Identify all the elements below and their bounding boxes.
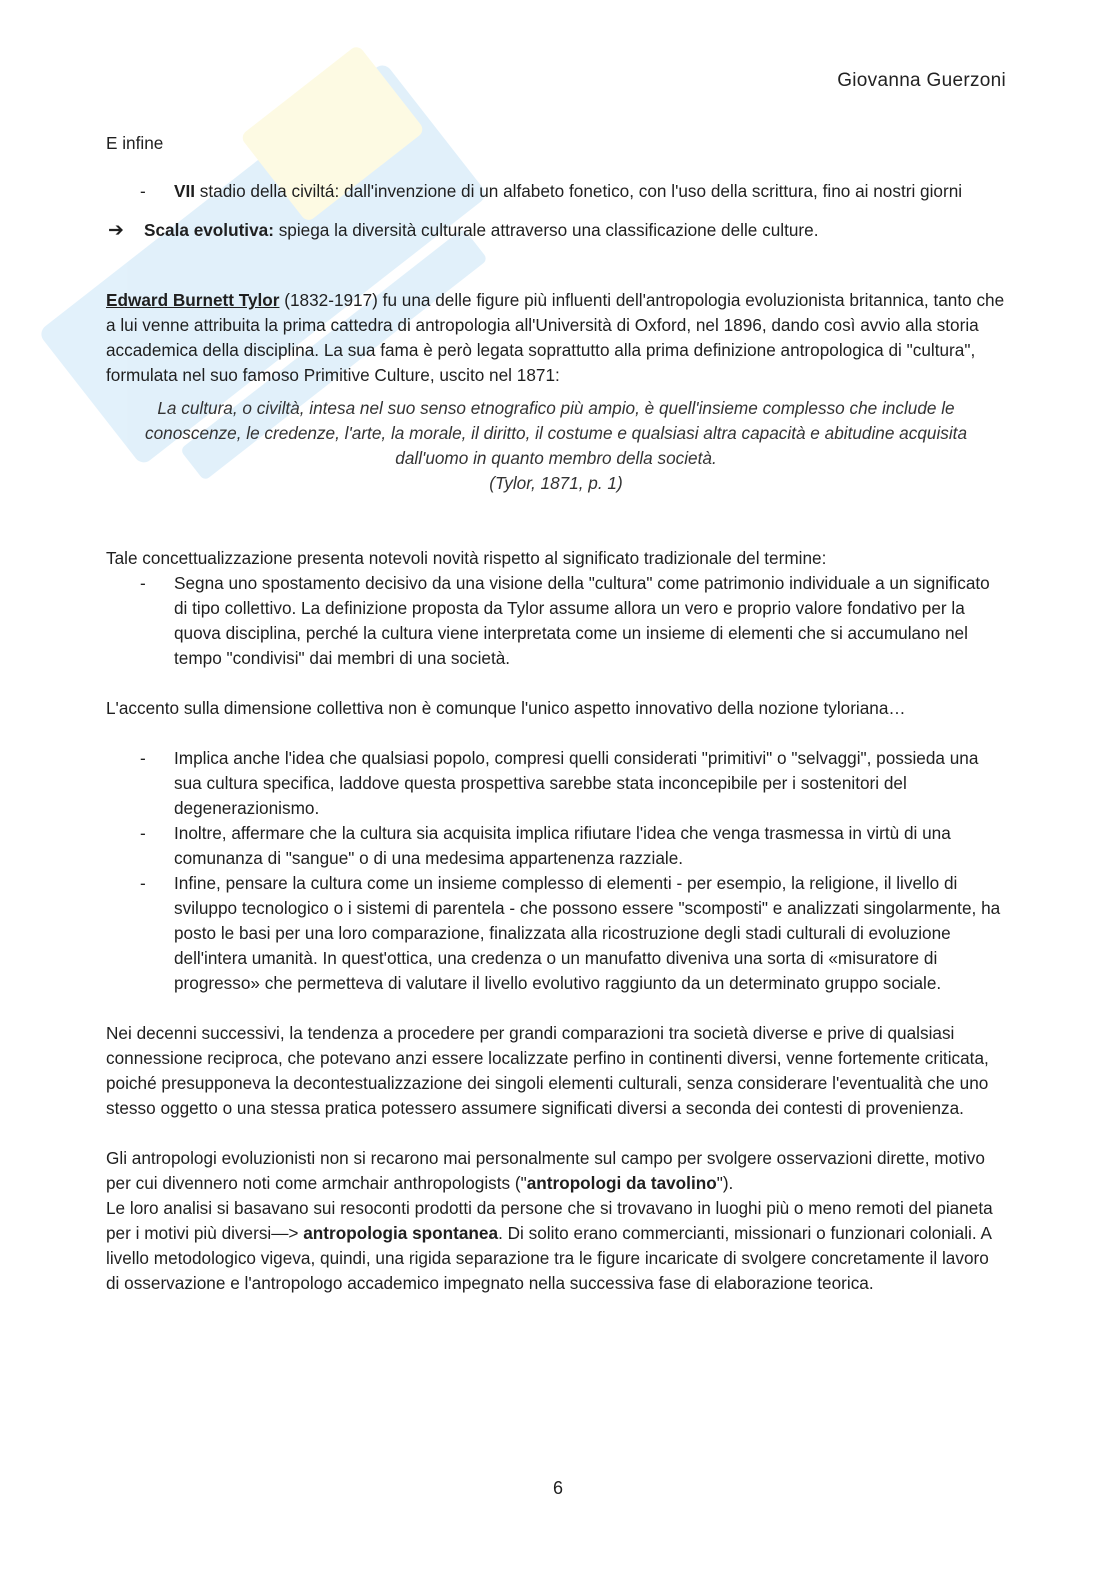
stage-label: VII xyxy=(174,181,196,201)
page-number: 6 xyxy=(552,1478,563,1498)
tylor-name: Edward Burnett Tylor xyxy=(106,290,280,310)
document-body xyxy=(106,131,1006,1296)
header-author: Giovanna Guerzoni xyxy=(837,70,1006,91)
scale-label: Scala evolutiva: xyxy=(144,220,274,240)
stage-text: stadio della civiltá: dall'invenzione di un alfabeto fonetico, con l'uso della scrittura, fino ai nostri giorni xyxy=(195,181,963,201)
list-item: - Inoltre, affermare che la cultura sia acquisita implica rifiutare l'idea che venga trasmessa in virtù di una comunanza di "sangue" o di una medesima appartenenza razziale. xyxy=(106,821,1006,871)
collective-intro: L'accento sulla dimensione collettiva non è comunque l'unico aspetto innovativo della nozione tyloriana… xyxy=(106,698,906,718)
spontaneous-term: antropologia spontanea xyxy=(303,1223,499,1243)
armchair-term: antropologi da tavolino xyxy=(526,1173,717,1193)
list-item xyxy=(106,176,1006,206)
collective-list xyxy=(106,746,1006,996)
quote-citation: (Tylor, 1871, p. 1) xyxy=(489,473,623,493)
stage-list xyxy=(106,176,1006,206)
tylor-text: (1832-1917) fu una delle figure più influenti dell'antropologia evoluzionista britannica, tanto che a lui venne attribuita la prima cattedra di antropologia all'Università di Oxford, nel 1896, dando così avvio alla storia accademica della disciplina. La sua fama è però legata soprattutto alla prima definizione antropologica di "cultura", formulata nel suo famoso Primitive Culture, uscito nel 1871: xyxy=(106,290,1005,385)
list-item: - Implica anche l'idea che qualsiasi popolo, compresi quelli considerati "primitivi" o "selvaggi", possieda una sua cultura specifica, laddove questa prospettiva sarebbe stata inconcepibile per i sostenitori del degenerazionismo. xyxy=(106,746,1006,821)
list-item: - Segna uno spostamento decisivo da una visione della "cultura" come patrimonio individuale a un significato di tipo collettivo. La definizione proposta da Tylor assume allora un vero e proprio valore fondativo per la quova disciplina, perché la cultura viene interpretata come un insieme di elementi che si accumulano nel tempo "condivisi" dai membri di una società. xyxy=(106,571,1006,671)
scale-row xyxy=(106,218,1006,243)
arrow-right-icon: ➔ xyxy=(108,220,124,241)
armchair-paragraph: Gli antropologi evoluzionisti non si recarono mai personalmente sul campo per svolgere osservazioni dirette, motivo per cui divennero noti come armchair anthropologists ("antropologi da tavolino"). Le loro analisi si basavano sui resoconti prodotti da persone che si trovavano in luoghi più o meno remoti del pianeta per i motivi più diversi—> antropologia spontanea. Di solito erano commercianti, missionari o funzionari coloniali. A livello metodologico vigeva, quindi, una rigida separazione tra le figure incaricate di svolgere concretamente il lavoro di osservazione e l'antropologo accademico impegnato nella successiva fase di elaborazione teorica. xyxy=(106,1148,993,1293)
tylor-paragraph xyxy=(106,288,1006,388)
list-item: - Infine, pensare la cultura come un insieme complesso di elementi - per esempio, la religione, il livello di sviluppo tecnologico o i sistemi di parentela - che possono essere "scomposti" e analizzati singolarmente, ha posto le basi per una loro comparazione, finalizzata alla ricostruzione degli stadi culturali di evoluzione dell'intera umanità. In quest'ottica, una credenza o un manufatto diveniva una sorta di «misuratore di progresso» che permetteva di valutare il livello evolutivo raggiunto da un determinato gruppo sociale. xyxy=(106,871,1006,996)
decades-paragraph: Nei decenni successivi, la tendenza a procedere per grandi comparazioni tra società diverse e prive di qualsiasi connessione reciproca, che potevano anzi essere localizzate perfino in continenti diversi, venne fortemente criticata, poiché presupponeva la decontestualizzazione dei singoli elementi culturali, senza considerare l'eventualità che uno stesso oggetto o una stessa pratica potessero assumere significati diversi a seconda dei contesti di provenienza. xyxy=(106,1023,989,1118)
intro-text: E infine xyxy=(106,133,164,153)
concept-intro: Tale concettualizzazione presenta notevoli novità rispetto al significato tradizionale del termine: xyxy=(106,548,827,568)
concept-list xyxy=(106,571,1006,671)
scale-text: spiega la diversità culturale attraverso una classificazione delle culture. xyxy=(273,220,819,240)
quote-text: La cultura, o civiltà, intesa nel suo senso etnografico più ampio, è quell'insieme complesso che include le conoscenze, le credenze, l'arte, la morale, il diritto, il costume e qualsiasi altra capacità e abitudine acquisita dall'uomo in quanto membro della società. xyxy=(144,398,968,468)
